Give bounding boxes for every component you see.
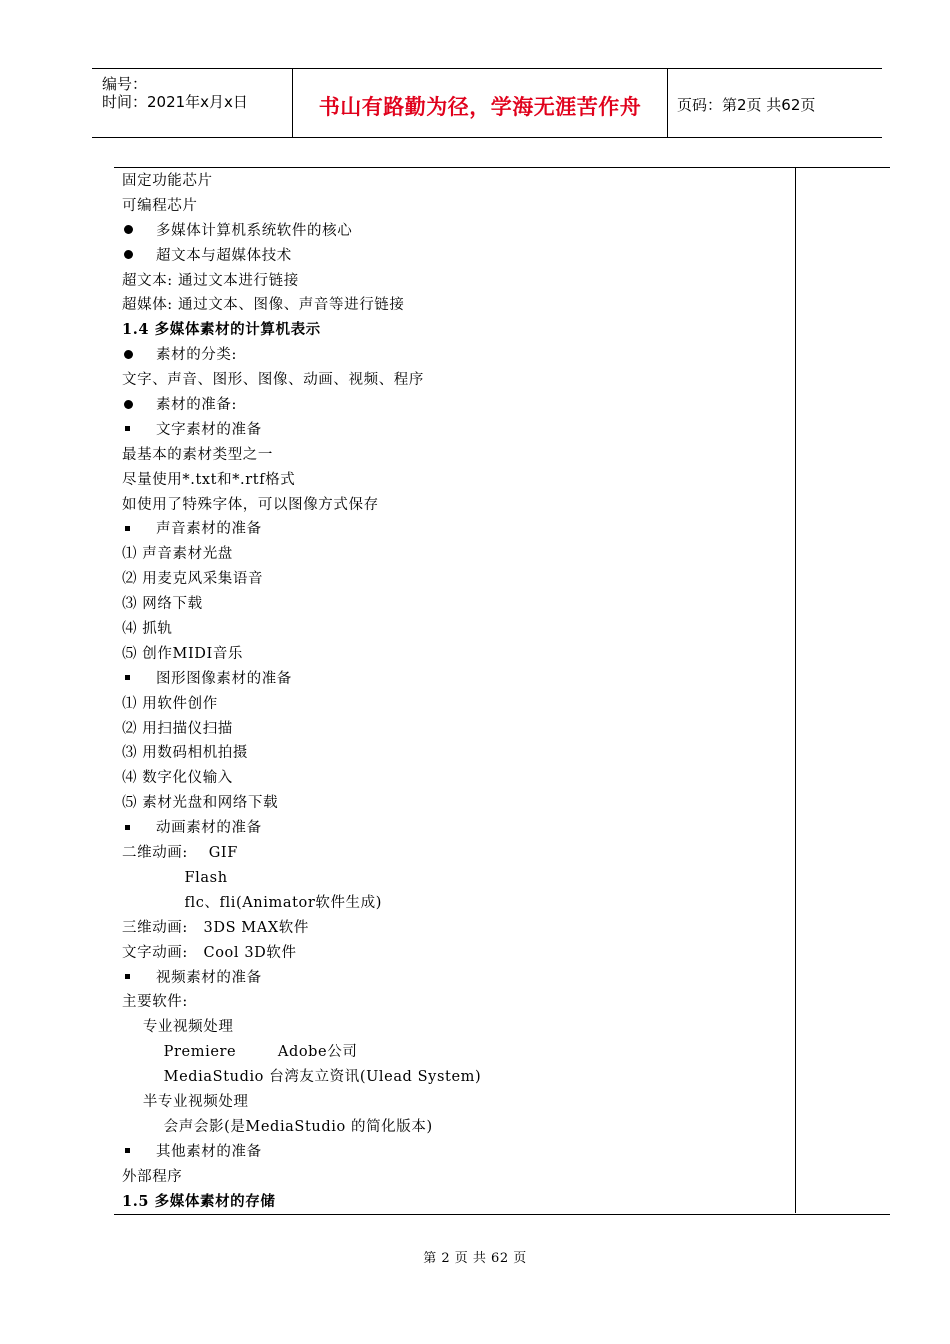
bullet-item bbox=[122, 343, 792, 368]
square-bullet-icon bbox=[122, 1140, 156, 1165]
line-text: 主要软件: bbox=[122, 994, 188, 1011]
line-text: ⑵ 用麦克风采集语音 bbox=[122, 571, 264, 588]
line-text: 如使用了特殊字体，可以图像方式保存 bbox=[122, 496, 379, 513]
line-text: ⑷ 抓轨 bbox=[122, 621, 173, 638]
text-line bbox=[122, 468, 792, 493]
line-text: 视频素材的准备 bbox=[156, 969, 262, 986]
text-line bbox=[122, 194, 792, 219]
text-line bbox=[122, 493, 792, 518]
text-line bbox=[122, 941, 792, 966]
doc-time: 时间：2021年x月x日 bbox=[102, 93, 248, 111]
line-text: 1.4 多媒体素材的计算机表示 bbox=[122, 321, 321, 339]
round-bullet-icon bbox=[122, 219, 156, 244]
line-text: 1.5 多媒体素材的存储 bbox=[122, 1192, 276, 1210]
line-text: 二维动画: GIF bbox=[122, 845, 238, 862]
line-text: 专业视频处理 bbox=[122, 1019, 234, 1036]
square-bullet-icon bbox=[122, 517, 156, 542]
line-text: ⑸ 创作MIDI音乐 bbox=[122, 645, 244, 662]
text-line bbox=[122, 841, 792, 866]
sub-bullet-item bbox=[122, 517, 792, 542]
header-page-info: 页码：第2页 共62页 bbox=[677, 96, 816, 114]
line-text: 动画素材的准备 bbox=[156, 820, 262, 837]
text-line bbox=[122, 1090, 792, 1115]
line-text: 素材的分类: bbox=[156, 347, 237, 364]
doc-number-label: 编号： bbox=[102, 75, 148, 93]
text-line bbox=[122, 617, 792, 642]
content-body bbox=[122, 169, 792, 1214]
text-line bbox=[122, 1065, 792, 1090]
square-bullet-icon bbox=[122, 418, 156, 443]
line-text: 素材的准备: bbox=[156, 397, 237, 414]
line-text: 图形图像素材的准备 bbox=[156, 670, 292, 687]
text-line bbox=[122, 443, 792, 468]
line-text: flc、fli(Animator软件生成) bbox=[122, 894, 383, 911]
text-line bbox=[122, 1115, 792, 1140]
sub-bullet-item bbox=[122, 667, 792, 692]
text-line bbox=[122, 542, 792, 567]
line-text: 固定功能芯片 bbox=[122, 173, 213, 189]
text-line bbox=[122, 1015, 792, 1040]
text-line bbox=[122, 269, 792, 294]
line-text: 文字动画: Cool 3D软件 bbox=[122, 944, 297, 961]
line-text: 最基本的素材类型之一 bbox=[122, 446, 273, 463]
text-line bbox=[122, 692, 792, 717]
round-bullet-icon bbox=[122, 343, 156, 368]
text-line bbox=[122, 169, 792, 194]
text-line bbox=[122, 592, 792, 617]
text-line bbox=[122, 741, 792, 766]
text-line bbox=[122, 717, 792, 742]
header-motto: 书山有路勤为径，学海无涯苦作舟 bbox=[318, 95, 642, 119]
line-text: 声音素材的准备 bbox=[156, 521, 262, 538]
line-text: 外部程序 bbox=[122, 1168, 183, 1185]
line-text: 可编程芯片 bbox=[122, 197, 198, 214]
sub-bullet-item bbox=[122, 418, 792, 443]
line-text: Premiere Adobe公司 bbox=[122, 1044, 358, 1061]
line-text: 超媒体: 通过文本、图像、声音等进行链接 bbox=[122, 297, 405, 314]
section-heading bbox=[122, 318, 792, 343]
line-text: 三维动画: 3DS MAX软件 bbox=[122, 919, 309, 936]
header-page-cell bbox=[667, 69, 882, 137]
line-text: 尽量使用*.txt和*.rtf格式 bbox=[122, 471, 296, 488]
square-bullet-icon bbox=[122, 966, 156, 991]
sub-bullet-item bbox=[122, 1140, 792, 1165]
text-line bbox=[122, 567, 792, 592]
text-line bbox=[122, 293, 792, 318]
section-heading bbox=[122, 1190, 792, 1215]
text-line bbox=[122, 791, 792, 816]
square-bullet-icon bbox=[122, 667, 156, 692]
line-text: ⑴ 声音素材光盘 bbox=[122, 546, 233, 563]
round-bullet-icon bbox=[122, 393, 156, 418]
bullet-item bbox=[122, 393, 792, 418]
line-text: 半专业视频处理 bbox=[122, 1093, 249, 1110]
text-line bbox=[122, 642, 792, 667]
line-text: ⑶ 网络下载 bbox=[122, 596, 203, 613]
header-motto-cell bbox=[292, 69, 668, 137]
text-line bbox=[122, 766, 792, 791]
text-line bbox=[122, 866, 792, 891]
text-line bbox=[122, 368, 792, 393]
page-footer: 第 2 页 共 62 页 bbox=[423, 1251, 527, 1266]
table-column-divider bbox=[795, 167, 796, 1213]
line-text: ⑸ 素材光盘和网络下载 bbox=[122, 795, 279, 812]
line-text: ⑴ 用软件创作 bbox=[122, 695, 218, 712]
bullet-item bbox=[122, 244, 792, 269]
line-text: Flash bbox=[122, 869, 228, 886]
line-text: ⑶ 用数码相机拍摄 bbox=[122, 745, 249, 762]
line-text: MediaStudio 台湾友立资讯(Ulead System) bbox=[122, 1069, 482, 1086]
line-text: ⑵ 用扫描仪扫描 bbox=[122, 720, 233, 737]
text-line bbox=[122, 1165, 792, 1190]
text-line bbox=[122, 1040, 792, 1065]
text-line bbox=[122, 891, 792, 916]
text-line bbox=[122, 990, 792, 1015]
bullet-item bbox=[122, 219, 792, 244]
line-text: 文字素材的准备 bbox=[156, 421, 262, 438]
text-line bbox=[122, 916, 792, 941]
round-bullet-icon bbox=[122, 244, 156, 269]
line-text: 其他素材的准备 bbox=[156, 1143, 262, 1160]
line-text: 会声会影(是MediaStudio 的简化版本) bbox=[122, 1118, 433, 1135]
line-text: ⑷ 数字化仪输入 bbox=[122, 770, 233, 787]
page-header bbox=[92, 68, 882, 138]
line-text: 多媒体计算机系统软件的核心 bbox=[156, 222, 353, 239]
line-text: 文字、声音、图形、图像、动画、视频、程序 bbox=[122, 372, 424, 389]
sub-bullet-item bbox=[122, 816, 792, 841]
line-text: 超文本与超媒体技术 bbox=[156, 247, 292, 264]
square-bullet-icon bbox=[122, 816, 156, 841]
line-text: 超文本: 通过文本进行链接 bbox=[122, 272, 299, 289]
header-meta-cell bbox=[92, 69, 292, 137]
sub-bullet-item bbox=[122, 966, 792, 991]
